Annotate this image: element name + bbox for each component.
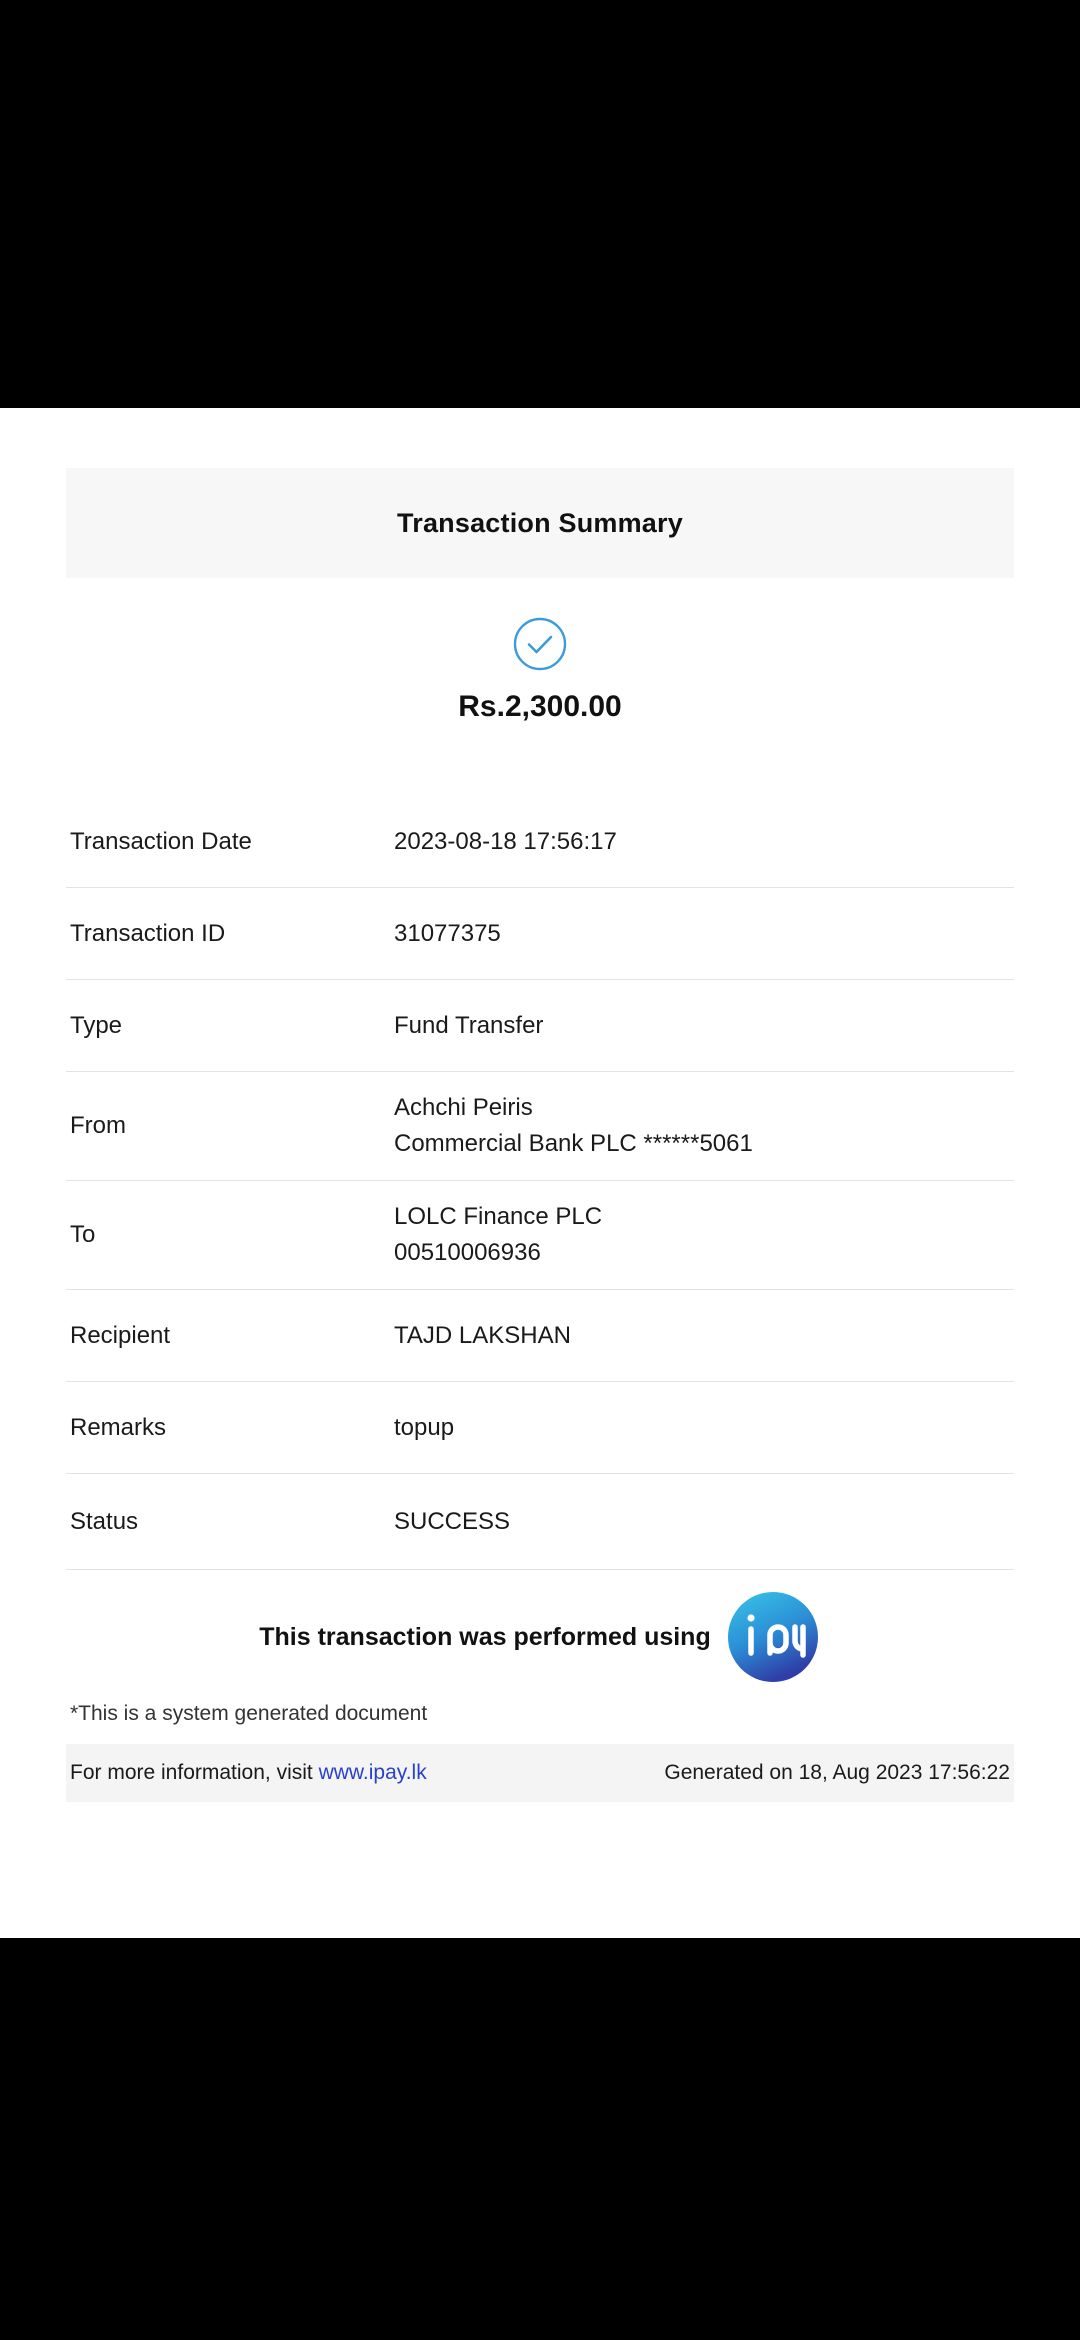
transaction-details-table <box>66 796 1014 1570</box>
table-row <box>66 888 1014 980</box>
document-body <box>66 408 1014 1802</box>
row-label: Transaction Date <box>70 827 252 855</box>
table-row <box>66 1474 1014 1570</box>
ipay-website-link[interactable]: www.ipay.lk <box>318 1761 427 1784</box>
row-label: To <box>70 1221 96 1248</box>
document-footer <box>66 1744 1014 1802</box>
row-value <box>392 1181 1014 1290</box>
row-value: 31077375 <box>394 919 501 947</box>
row-value-line-2: Commercial Bank PLC ******5061 <box>394 1130 753 1157</box>
row-label: Remarks <box>70 1413 167 1441</box>
table-row <box>66 1382 1014 1474</box>
footer-prefix: For more information, visit <box>70 1761 319 1784</box>
row-value <box>392 1072 1014 1181</box>
transaction-amount: Rs.2,300.00 <box>458 690 622 723</box>
branding-text: This transaction was performed using <box>259 1622 711 1651</box>
table-row <box>66 1290 1014 1382</box>
status-icon-wrap <box>66 616 1014 672</box>
table-row <box>66 1072 1014 1181</box>
table-row <box>66 1181 1014 1290</box>
system-generated-note: *This is a system generated document <box>70 1702 428 1725</box>
check-circle-icon <box>512 616 568 672</box>
row-value-line-1: LOLC Finance PLC <box>394 1203 603 1231</box>
row-value: topup <box>394 1413 455 1441</box>
row-label: Recipient <box>70 1321 171 1349</box>
row-label: Transaction ID <box>70 919 226 947</box>
document-header <box>66 468 1014 578</box>
footer-info <box>70 1761 427 1785</box>
row-label: Status <box>70 1507 139 1535</box>
row-label: From <box>70 1112 126 1139</box>
branding-line <box>66 1582 1014 1692</box>
transaction-summary-document <box>0 408 1080 1938</box>
generated-timestamp: Generated on 18, Aug 2023 17:56:22 <box>664 1761 1010 1784</box>
row-value: Fund Transfer <box>394 1011 544 1039</box>
row-value-line-1: Achchi Peiris <box>394 1094 533 1122</box>
table-row <box>66 980 1014 1072</box>
row-value: TAJD LAKSHAN <box>394 1321 571 1349</box>
page-title: Transaction Summary <box>397 507 683 538</box>
ipay-logo <box>725 1589 821 1685</box>
row-value-line-2: 00510006936 <box>394 1239 541 1266</box>
row-value: 2023-08-18 17:56:17 <box>394 827 617 855</box>
row-label: Type <box>70 1011 123 1039</box>
status-badge: SUCCESS <box>394 1507 511 1535</box>
table-row <box>66 796 1014 888</box>
